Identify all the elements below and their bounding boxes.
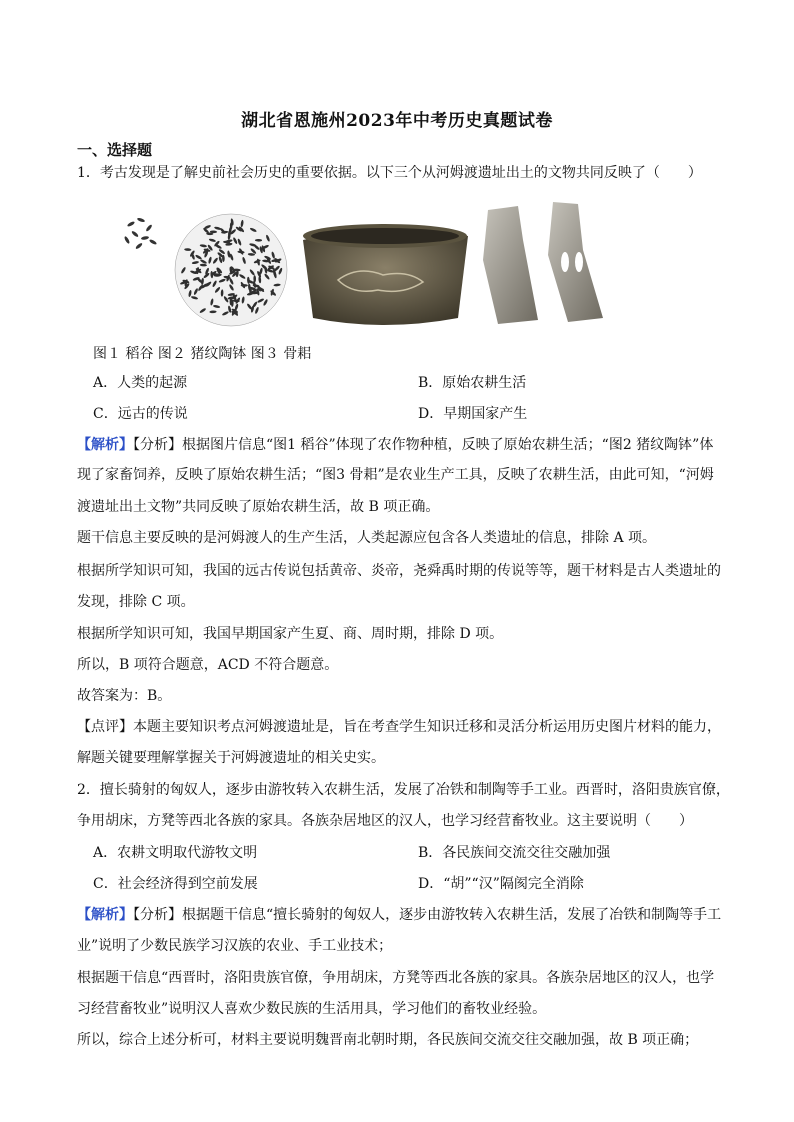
q1-figure-captions: 图１ 稻谷 图２ 猪纹陶钵 图３ 骨耜 — [93, 346, 312, 362]
q1-artifact-figures — [113, 200, 623, 330]
q1-review-line-2: 解题关键要理解掌握关于河姆渡遗址的相关史实。 — [77, 750, 385, 766]
q2-option-d[interactable]: D．“胡”“汉”隔阂完全消除 — [418, 876, 584, 892]
q1-analysis-line-3: 渡遗址出土文物”共同反映了原始农耕生活，故 B 项正确。 — [77, 499, 440, 515]
rice-grain-small-image — [121, 215, 161, 250]
q2-option-a[interactable]: A．农耕文明取代游牧文明 — [93, 845, 258, 861]
pig-pattern-bowl-image — [303, 224, 468, 325]
q1-analysis-line-6: 发现，排除 C 项。 — [77, 594, 195, 610]
q1-analysis-line-2: 现了家畜饲养，反映了原始农耕生活；“图3 骨耜”是农业生产工具，反映了农耕生活，由此可知，“河姆 — [77, 467, 714, 483]
q1-analysis-line-7: 根据所学知识可知，我国早期国家产生夏、商、周时期，排除 D 项。 — [77, 626, 504, 642]
analysis-tag: 【解析】 — [77, 437, 133, 453]
q2-analysis-line-4: 习经营畜牧业”说明汉人喜欢少数民族的生活用具，学习他们的畜牧业经验。 — [77, 1001, 547, 1017]
q1-option-d[interactable]: D．早期国家产生 — [418, 406, 528, 422]
q2-stem-line-2: 争用胡床，方凳等西北各族的家具。各族杂居地区的汉人，也学习经营畜牧业。这主要说明（ ） — [77, 813, 693, 829]
analysis-tag: 【解析】 — [77, 907, 133, 923]
q2-option-b[interactable]: B．各民族间交流交往交融加强 — [418, 845, 611, 861]
section-heading: 一、选择题 — [77, 141, 153, 159]
q2-analysis-line-2: 业”说明了少数民族学习汉族的农业、手工业技术； — [77, 938, 393, 954]
q2-analysis-line-5: 所以，综合上述分析可，材料主要说明魏晋南北朝时期，各民族间交流交往交融加强，故 B 项正确； — [77, 1032, 699, 1048]
q1-review-line-1: 【点评】本题主要知识考点河姆渡遗址是，旨在考查学生知识迁移和灵活分析运用历史图片材料的能力， — [77, 719, 721, 735]
rice-grain-large-image — [175, 214, 287, 326]
q2-analysis-line-3: 根据题干信息“西晋时，洛阳贵族官僚，争用胡床，方凳等西北各族的家具。各族杂居地区的汉人，也学 — [77, 970, 715, 986]
rice-grain — [249, 287, 252, 294]
bone-spade-image — [483, 202, 603, 324]
q1-analysis-line-1: 【解析】【分析】根据图片信息“图1 稻谷”体现了农作物种植，反映了原始农耕生活；“图2 猪纹陶钵”体 — [77, 437, 714, 453]
q1-option-a[interactable]: A．人类的起源 — [93, 375, 188, 391]
q2-option-c[interactable]: C．社会经济得到空前发展 — [93, 876, 258, 892]
q2-analysis-line-1: 【解析】【分析】根据题干信息“擅长骑射的匈奴人，逐步由游牧转入农耕生活，发展了冶铁和制陶等手工 — [77, 907, 722, 923]
q1-analysis-line-5: 根据所学知识可知，我国的远古传说包括黄帝、炎帝，尧舜禹时期的传说等等，题干材料是古人类遗址的 — [77, 563, 721, 579]
q2-stem-line-1: 2．擅长骑射的匈奴人，逐步由游牧转入农耕生活，发展了冶铁和制陶等手工业。西晋时，洛阳贵族官僚， — [77, 782, 730, 798]
q1-analysis-line-9: 故答案为：B。 — [77, 688, 172, 704]
page-title: 湖北省恩施州2023年中考历史真题试卷 — [241, 111, 553, 131]
q1-option-b[interactable]: B．原始农耕生活 — [418, 375, 527, 391]
q1-stem: 1．考古发现是了解史前社会历史的重要依据。以下三个从河姆渡遗址出土的文物共同反映了（ ） — [77, 165, 702, 181]
q1-analysis-line-4: 题干信息主要反映的是河姆渡人的生产生活，人类起源应包含各人类遗址的信息，排除 A 项。 — [77, 530, 657, 546]
q1-option-c[interactable]: C．远古的传说 — [93, 406, 188, 422]
q1-analysis-line-8: 所以，B 项符合题意，ACD 不符合题意。 — [77, 657, 339, 673]
